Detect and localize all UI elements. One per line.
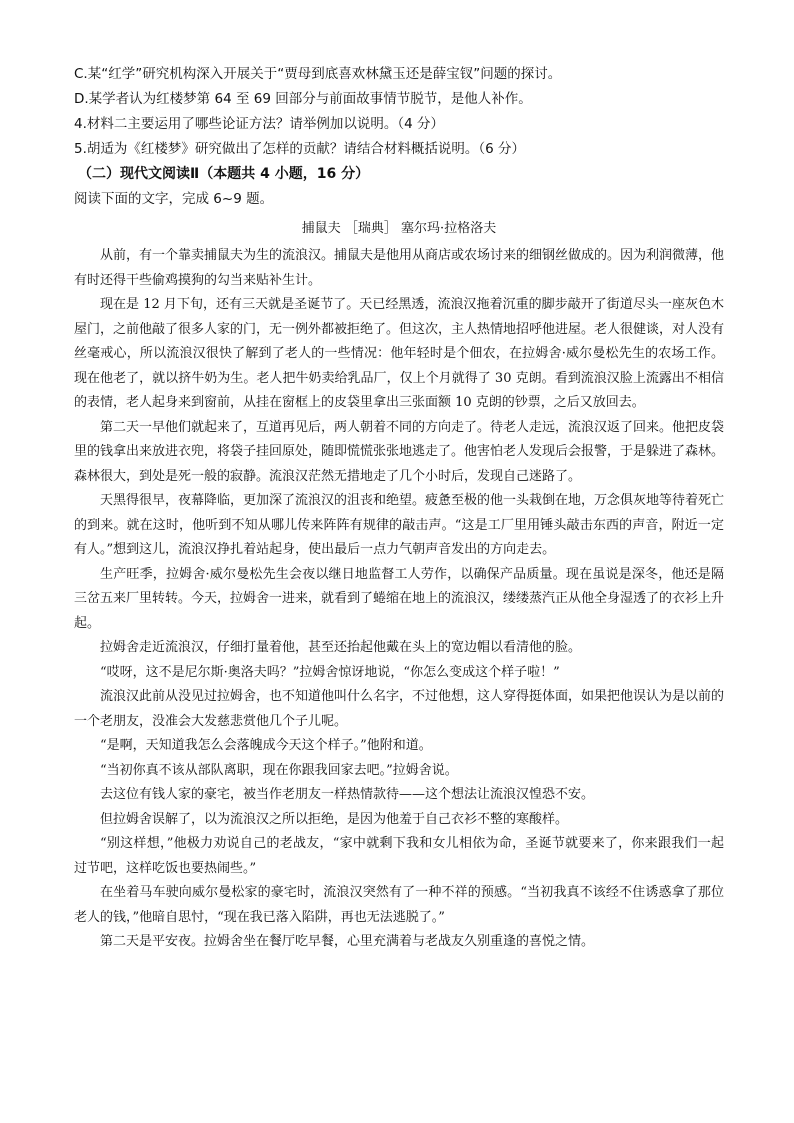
story-paragraph: 从前，有一个靠卖捕鼠夫为生的流浪汉。捕鼠夫是他用从商店或农场讨来的细钢丝做成的。因为利润微薄，他有时还得干些偷鸡摸狗的勾当来贴补生计。 bbox=[74, 248, 725, 288]
story-paragraph: “别这样想，”他极力劝说自己的老战友，“家中就剩下我和女儿相依为命，圣诞节就要来了，你来跟我们一起过节吧，这样吃饭也要热闹些。” bbox=[74, 836, 724, 876]
story-paragraph: 在坐着马车驶向威尔曼松家的豪宅时，流浪汉突然有了一种不祥的预感。“当初我真不该经不住诱惑拿了那位老人的钱，”他暗自思忖，“现在我已落入陷阱，再也无法逃脱了。” bbox=[74, 885, 724, 925]
story-paragraph: 第二天一早他们就起来了，互道再见后，两人朝着不同的方向走了。待老人走远，流浪汉返了回来。他把皮袋里的钱拿出来放进衣兜，将袋子挂回原处，随即慌慌张张地逃走了。他害怕老人发现后会报警，于是躲进了森林。森林很大，到处是死一般的寂静。流浪汉茫然无措地走了几个小时后，发现自己迷路了。 bbox=[74, 419, 725, 484]
story-paragraph: “当初你真不该从部队离职，现在你跟我回家去吧。”拉姆舍说。 bbox=[100, 762, 458, 778]
story-paragraph: 第二天是平安夜。拉姆舍坐在餐厅吃早餐，心里充满着与老战友久别重逢的喜悦之情。 bbox=[100, 934, 595, 949]
story-body bbox=[74, 244, 724, 955]
question-5: 5.胡适为《红楼梦》研究做出了怎样的贡献？请结合材料概括说明。（6 分） bbox=[74, 141, 526, 157]
story-paragraph: 流浪汉此前从没见过拉姆舍，也不知道他叫什么名字，不过他想，这人穿得挺体面，如果把他误认为是以前的一个老朋友，没准会大发慈悲赏他几个子儿呢。 bbox=[74, 689, 725, 729]
option-c: C.某“红学”研究机构深入开展关于“贾母到底喜欢林黛玉还是薛宝钗”问题的探讨。 bbox=[74, 66, 562, 82]
story-title: 捕鼠夫 ［瑞典］ 塞尔玛·拉格洛夫 bbox=[301, 221, 497, 236]
story-paragraph: “是啊，天知道我怎么会落魄成今天这个样子。”他附和道。 bbox=[100, 738, 432, 753]
question-4: 4.材料二主要运用了哪些论证方法？请举例加以说明。（4 分） bbox=[74, 116, 445, 132]
option-d: D.某学者认为红楼梦第 64 至 69 回部分与前面故事情节脱节，是他人补作。 bbox=[74, 91, 532, 107]
reading-instruction: 阅读下面的文字，完成 6~9 题。 bbox=[74, 191, 274, 207]
story-paragraph: 现在是 12 月下旬，还有三天就是圣诞节了。天已经黑透，流浪汉拖着沉重的脚步敲开了街道尽头一座灰色木屋门，之前他敲了很多人家的门，无一例外都被拒绝了。但这次，主人热情地招呼他进屋。老人很健谈，对人没有丝毫戒心，所以流浪汉很快了解到了老人的一些情况：他年轻时是个佃农，在拉姆舍·威尔曼松先生的农场工作。现在他老了，就以挤牛奶为生。老人把牛奶卖给乳品厂，仅上个月就得了 30 克朗。看到流浪汉脸上流露出不相信的表情，老人起身来到窗前，从挂在窗框上的皮袋里拿出三张面额 10 克朗的钞票，之后又放回去。 bbox=[74, 297, 725, 410]
question-list bbox=[74, 62, 724, 162]
story-paragraph: 拉姆舍走近流浪汉，仔细打量着他，甚至还抬起他戴在头上的宽边帽以看清他的脸。 bbox=[100, 640, 582, 655]
story-paragraph: 天黑得很早，夜幕降临，更加深了流浪汉的沮丧和绝望。疲惫至极的他一头栽倒在地，万念俱灰地等待着死亡的到来。就在这时，他听到不知从哪儿传来阵阵有规律的敲击声。“这是工厂里用锤头敲击东西的声音，附近一定有人。”想到这儿，流浪汉挣扎着站起身，使出最后一点力气朝声音发出的方向走去。 bbox=[74, 493, 725, 557]
story-paragraph: 生产旺季，拉姆舍·威尔曼松先生会夜以继日地监督工人劳作，以确保产品质量。现在虽说是深冬，他还是隔三岔五来厂里转转。今天，拉姆舍一进来，就看到了蜷缩在地上的流浪汉，缕缕蒸汽正从他全身湿透了的衣衫上升起。 bbox=[74, 566, 725, 631]
story-paragraph: 去这位有钱人家的豪宅，被当作老朋友一样热情款待——这个想法让流浪汉惶恐不安。 bbox=[100, 787, 595, 802]
section-heading: （二）现代文阅读Ⅱ（本题共 4 小题，16 分） bbox=[78, 166, 370, 182]
story-paragraph: 但拉姆舍误解了，以为流浪汉之所以拒绝，是因为他羞于自己衣衫不整的寒酸样。 bbox=[100, 811, 569, 827]
document-page bbox=[74, 62, 724, 955]
story-paragraph: “哎呀，这不是尼尔斯·奥洛夫吗？”拉姆舍惊讶地说，“你怎么变成这个样子啦！” bbox=[100, 664, 560, 680]
